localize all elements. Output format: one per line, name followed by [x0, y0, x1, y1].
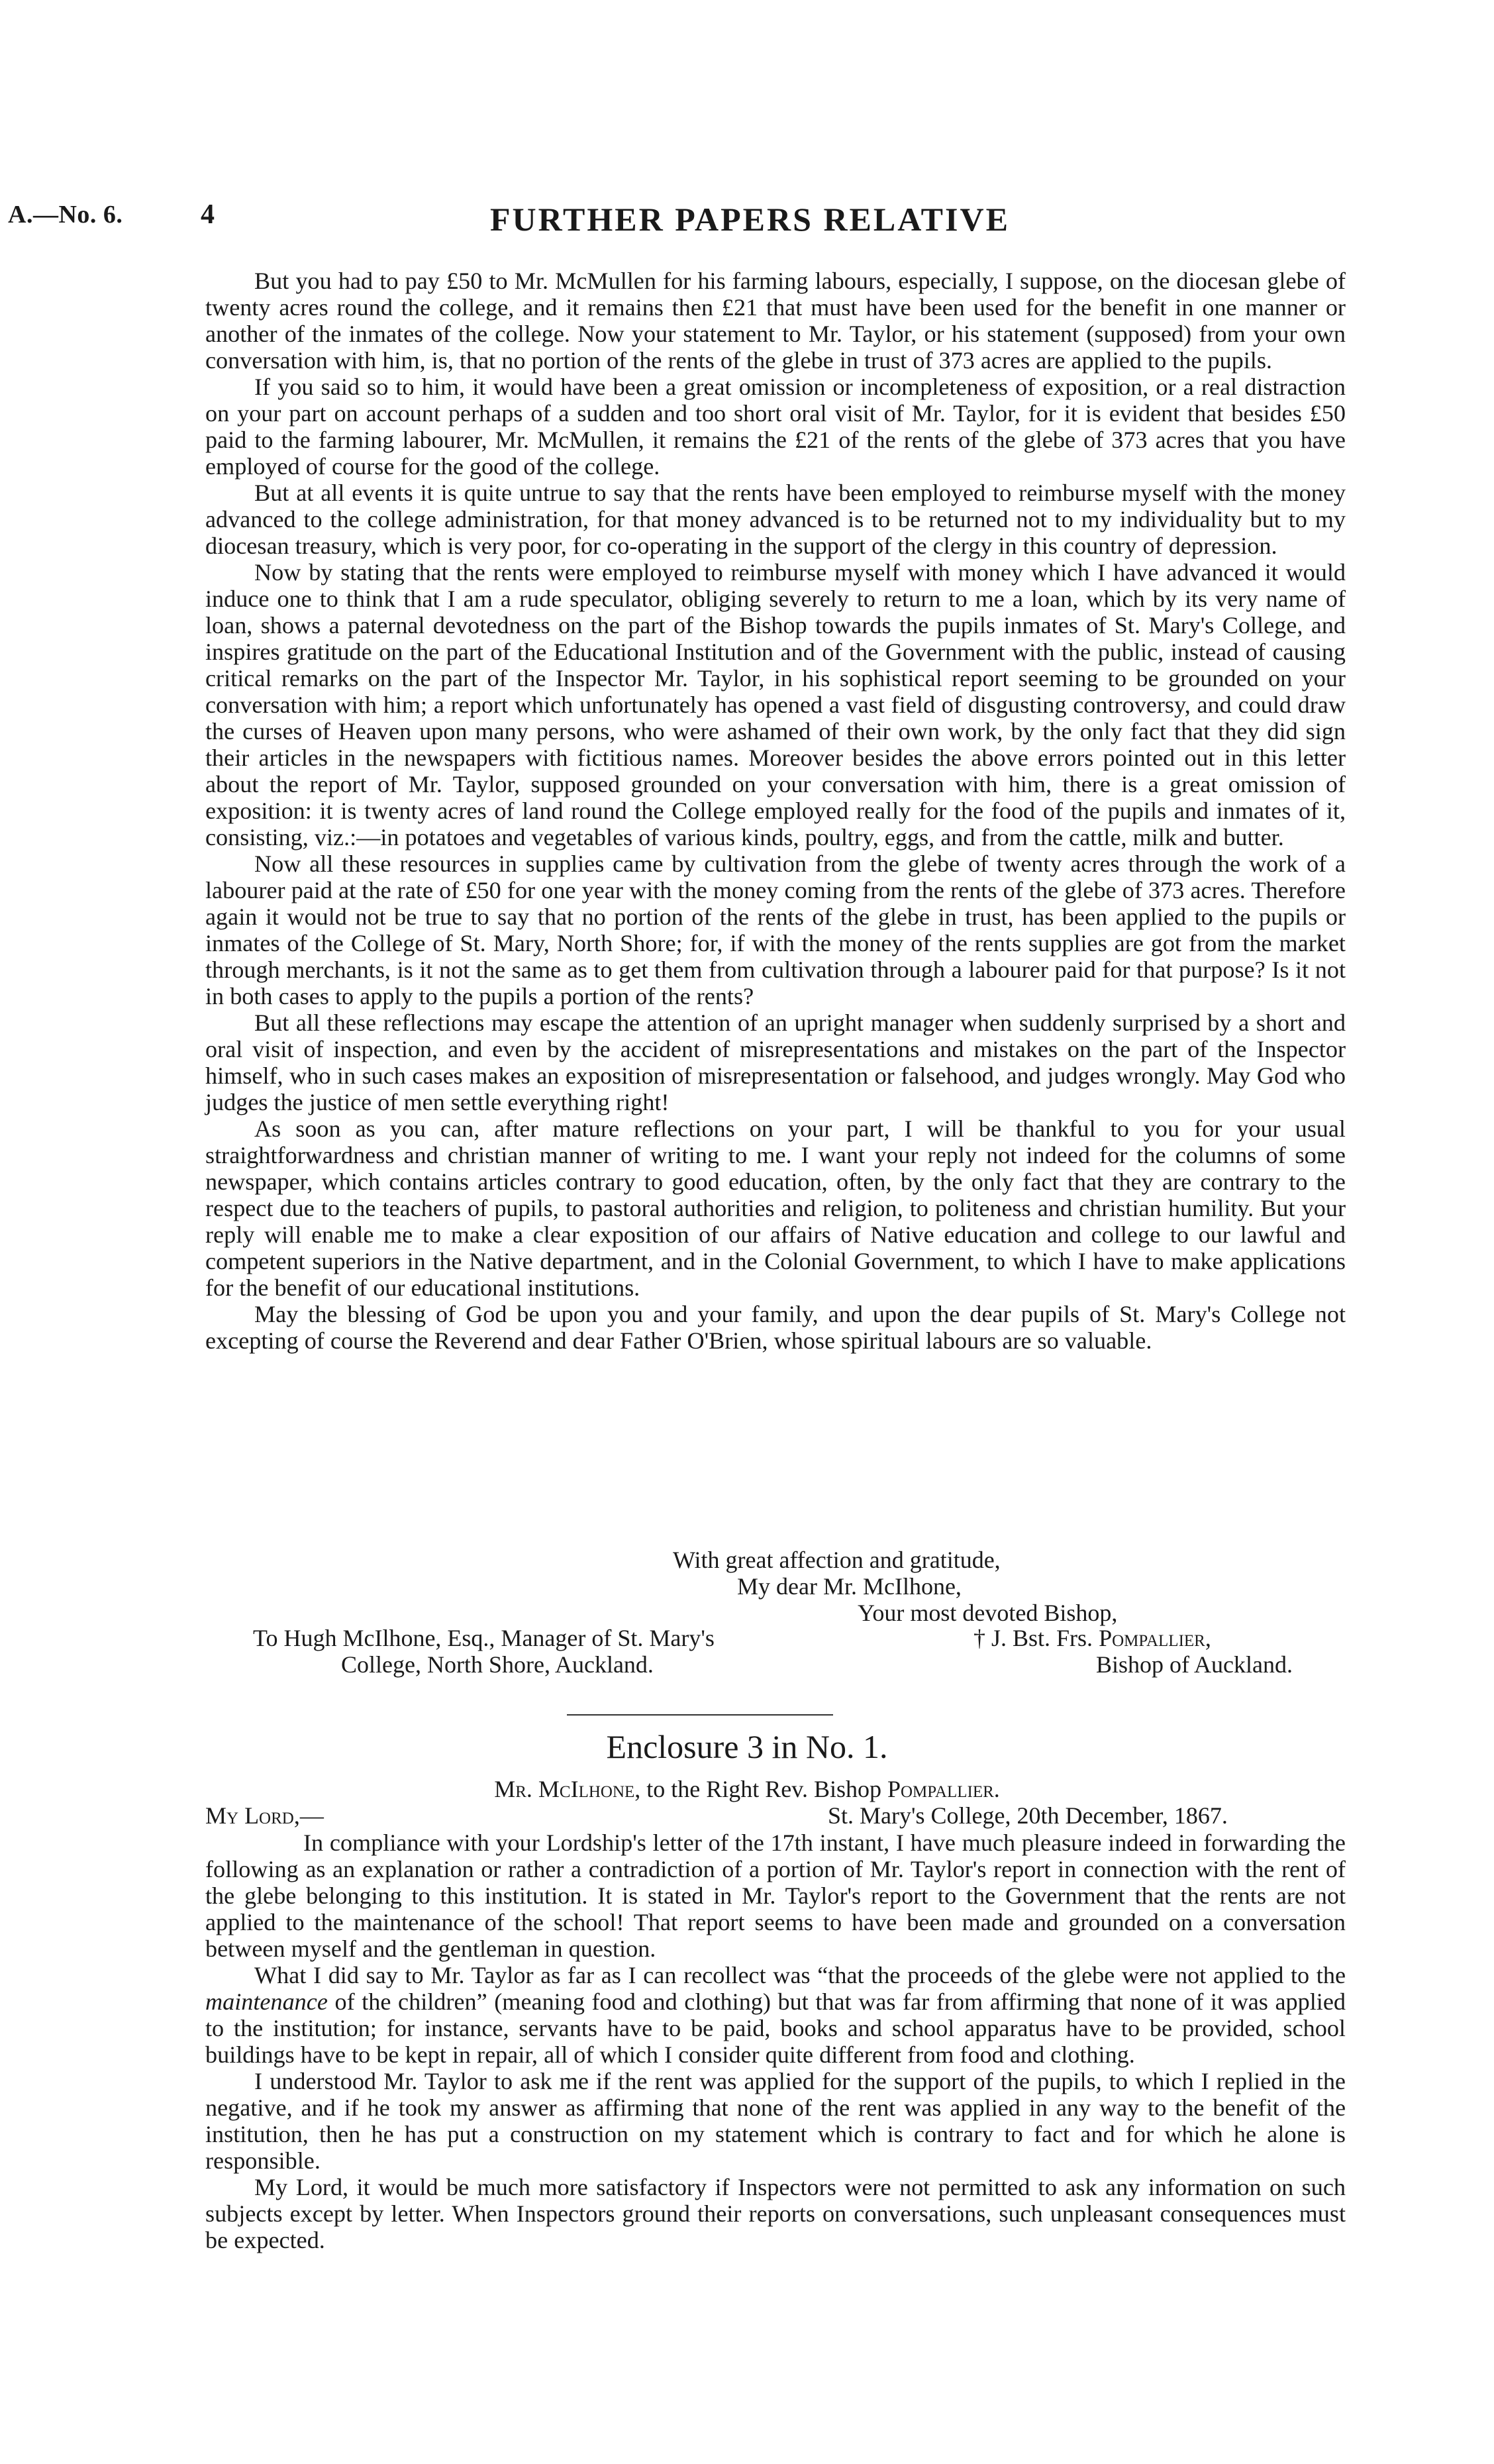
paragraph-text: What I did say to Mr. Taylor as far as I can recollect was “that the proceeds of the glebe were not applied to the [254, 1962, 1346, 1988]
signature-title: Bishop of Auckland. [1096, 1651, 1293, 1678]
paragraph: But at all events it is quite untrue to say that the rents have been employed to reimburse myself with the money advanced to the college administration, for that money advanced is to be returned not to my individuality but to my diocesan treasury, which is very poor, for co-operating in the support of the clergy in this country of depression. [205, 480, 1346, 559]
paragraph: If you said so to him, it would have been a great omission or incompleteness of exposition, or a real distraction on your part on account perhaps of a sudden and too short oral visit of Mr. Taylor, for it is evident that besides £50 paid to the farming labourer, Mr. McMullen, it remains the £21 of the rents of the glebe of 373 acres that you have employed of course for the good of the college. [205, 374, 1346, 480]
paragraph: In compliance with your Lordship's letter of the 17th instant, I have much pleasure indeed in forwarding the following as an explanation or rather a contradiction of a portion of Mr. Taylor's report in connection with the rent of the glebe belonging to this institution. It is stated in Mr. Taylor's report to the Government that the rents are not applied to the maintenance of the school! That report seems to have been made and grounded on a conversation between myself and the gentleman in question. [205, 1829, 1346, 1962]
paragraph: But all these reflections may escape the attention of an upright manager when suddenly surprised by a short and oral visit of inspection, and even by the accident of misrepresentations and mistakes on the part of the Inspector himself, who in such cases makes an exposition of misrepresentation or falsehood, and judges wrongly. May God who judges the justice of men settle everything right! [205, 1009, 1346, 1115]
signature [973, 1624, 1211, 1652]
signature-prefix: † J. Bst. Frs. [973, 1625, 1093, 1651]
closing-line: My dear Mr. McIlhone, [737, 1573, 962, 1600]
paragraph: My Lord, it would be much more satisfactory if Inspectors were not permitted to ask any information on such subjects except by letter. When Inspectors ground their reports on conversations, such unpleasant consequences must be expected. [205, 2174, 1346, 2253]
enclosure-letter-body [205, 1829, 1346, 2253]
paragraph: But you had to pay £50 to Mr. McMullen for his farming labours, especially, I suppose, on the diocesan glebe of twenty acres round the college, and it remains then £21 that must have been used for the benefit in one manner or another of the inmates of the college. Now your statement to Mr. Taylor, or his statement (supposed) from your own conversation with him, is, that no portion of the rents of the glebe in trust of 373 acres are applied to the pupils. [205, 268, 1346, 374]
paragraph: I understood Mr. Taylor to ask me if the rent was applied for the support of the pupils, to which I replied in the negative, and if he took my answer as affirming that none of the rent was applied in any way to the benefit of the institution, then he has put a construction on my statement which is contrary to fact and for which he alone is responsible. [205, 2068, 1346, 2174]
document-reference: A.—No. 6. [8, 201, 123, 229]
enclosure-subheading [0, 1775, 1494, 1803]
paragraph: Now by stating that the rents were employed to reimburse myself with money which I have advanced it would induce one to think that I am a rude speculator, obliging severely to return to me a loan, which by its very name of loan, shows a paternal devotedness on the part of the Bishop towards the pupils inmates of St. Mary's College, and inspires gratitude on the part of the Educational Institution and of the Government with the public, instead of causing critical remarks on the part of the Inspector Mr. Taylor, in his sophistical report seeming to be grounded on your conversation with him; a report which unfortunately has opened a vast field of disgusting controversy, and could draw the curses of Heaven upon many persons, who were ashamed of their own work, by the only fact that they did sign their articles in the newspapers with fictitious names. Moreover besides the above errors pointed out in this letter about the report of Mr. Taylor, supposed grounded on your conversation with him, there is a great omission of exposition: it is twenty acres of land round the College employed really for the food of the pupils and inmates of it, consisting, viz.:—in potatoes and vegetables of various kinds, poultry, eggs, and from the cattle, milk and butter. [205, 559, 1346, 850]
letter-body [205, 268, 1346, 1354]
paragraph: May the blessing of God be upon you and your family, and upon the dear pupils of St. Mary's College not excepting of course the Reverend and dear Father O'Brien, whose spiritual labours are so valuable. [205, 1301, 1346, 1354]
enclosure-from: Mr. McIlhone, [494, 1776, 641, 1802]
closing-line: Your most devoted Bishop, [858, 1600, 1118, 1626]
paragraph-text: of the children” (meaning food and clothing) but that was far from affirming that none of it was applied to the institution; for instance, servants have to be paid, books and school apparatus have to be provided, school buildings have to be kept in repair, all of which I consider quite different from food and clothing. [205, 1988, 1346, 2068]
paragraph [205, 1962, 1346, 2068]
paragraph: As soon as you can, after mature reflections on your part, I will be thankful to you for your usual straightforwardness and christian manner of writing to me. I want your reply not indeed for the columns of some newspaper, which contains articles contrary to good education, often, by the only fact that they are contrary to the respect due to the teachers of pupils, to pastoral authorities and religion, to politeness and christian humility. But your reply will enable me to make a clear exposition of our affairs of Native education and college to our lawful and competent superiors in the Native department, and in the Colonial Government, to which I have to make applications for the benefit of our educational institutions. [205, 1115, 1346, 1301]
emphasis-text: maintenance [205, 1988, 328, 2015]
salutation: My Lord,— [205, 1802, 324, 1829]
paragraph: Now all these resources in supplies came by cultivation from the glebe of twenty acres through the work of a labourer paid at the rate of £50 for one year with the money coming from the rents of the glebe of 373 acres. Therefore again it would not be true to say that no portion of the rents of the glebe in trust, has been applied to the pupils or inmates of the College of St. Mary, North Shore; for, if with the money of the rents supplies are got from the market through merchants, is it not the same as to get them from cultivation through a labourer paid for that purpose? Is it not in both cases to apply to the pupils a portion of the rents? [205, 850, 1346, 1009]
place-date: St. Mary's College, 20th December, 1867. [828, 1802, 1228, 1829]
addressee: College, North Shore, Auckland. [341, 1651, 654, 1678]
enclosure-to-text: to the Right Rev. Bishop [646, 1776, 881, 1802]
closing-line: With great affection and gratitude, [673, 1547, 1001, 1573]
page-number: 4 [201, 199, 215, 230]
enclosure-to-name: Pompallier. [887, 1776, 1000, 1802]
signature-name: Pompallier, [1099, 1625, 1211, 1651]
addressee: To Hugh McIlhone, Esq., Manager of St. Mary's [253, 1625, 715, 1651]
enclosure-heading: Enclosure 3 in No. 1. [606, 1728, 888, 1765]
divider [567, 1714, 833, 1716]
page-title: FURTHER PAPERS RELATIVE [490, 201, 1010, 238]
